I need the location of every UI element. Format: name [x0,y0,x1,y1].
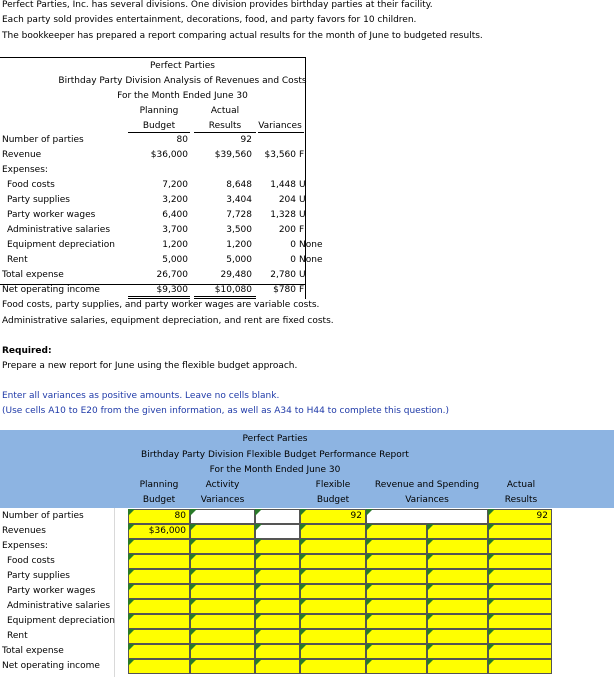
input-planning-depreciation[interactable] [128,614,190,629]
r1-variance-flag: F [299,150,305,160]
r1-row-label: Party supplies [7,195,70,205]
input-activity-wages[interactable] [190,584,255,599]
r2-row-label: Equipment depreciation [7,616,115,626]
report2-title: Perfect Parties [242,434,308,444]
input-actual-parties[interactable] [488,509,552,524]
r1-actual-value: 8,648 [226,180,252,190]
r2-row-label: Net operating income [2,661,100,671]
instruction-line-2: (Use cells A10 to E20 from the given information, as well as A34 to H44 to complete this question.) [2,406,449,416]
r1-variance-value: 0 [290,255,296,265]
r1-row-label: Rent [7,255,28,265]
r1-variance-flag: F [299,285,305,295]
input-revspend-flag-expenses[interactable] [427,539,488,554]
r1-underline-variances [258,132,304,133]
r1-header-results: Results [208,121,242,131]
r1-variance-value: 200 [278,225,296,235]
input-flexible-total[interactable] [300,644,366,659]
cell-value: 92 [536,511,548,521]
input-activity-depreciation[interactable] [190,614,255,629]
r1-budget-value: 3,700 [162,225,188,235]
r2-row-label: Expenses: [2,541,48,551]
report1-title: Perfect Parties [150,61,215,71]
input-actual-supplies[interactable] [488,569,552,584]
report1-top-border [0,57,305,58]
input-flexible-rent[interactable] [300,629,366,644]
r1-variance-flag: U [299,210,306,220]
input-actual-wages[interactable] [488,584,552,599]
input-revspend-food[interactable] [366,554,427,569]
r1-budget-value: 1,200 [162,240,188,250]
r1-header-budget: Budget [142,121,176,131]
r1-double-underline [194,296,256,297]
input-activity-rent[interactable] [190,629,255,644]
input-planning-revenues[interactable] [128,524,190,539]
r1-header-actual: Actual [210,106,240,116]
r1-actual-value: 92 [240,135,252,145]
r1-actual-value: 7,728 [226,210,252,220]
input-revspend-revenues[interactable] [366,524,427,539]
r1-variance-value: $3,560 [264,150,296,160]
report2-subtitle: Birthday Party Division Flexible Budget Performance Report [141,450,409,460]
r1-row-label: Equipment depreciation [7,240,115,250]
r2-header-activity-variances: Variances [200,495,245,505]
report2-period: For the Month Ended June 30 [209,465,341,475]
r1-row-label: Revenue [2,150,42,160]
r2-header-planning-budget: Budget [142,495,176,505]
r1-budget-value: 26,700 [156,270,188,280]
r2-header-revspend-variances: Variances [405,495,449,505]
input-revspend-flag-admin[interactable] [427,599,488,614]
input-activity-flag-expenses[interactable] [255,539,300,554]
input-revspend-parties[interactable] [366,509,488,524]
input-activity-revenues[interactable] [190,524,255,539]
input-planning-rent[interactable] [128,629,190,644]
input-revspend-flag-revenues[interactable] [427,524,488,539]
input-planning-expenses[interactable] [128,539,190,554]
r1-row-label: Administrative salaries [7,225,111,235]
input-blank-parties[interactable] [255,509,300,524]
r2-header-revspend: Revenue and Spending [374,480,480,490]
input-flexible-supplies[interactable] [300,569,366,584]
input-planning-total[interactable] [128,644,190,659]
input-revspend-flag-noi[interactable] [427,659,488,674]
r1-header-planning: Planning [139,106,179,116]
r1-header-variances: Variances [258,121,302,131]
r2-row-label: Revenues [2,526,46,536]
r1-underline-results [194,132,256,133]
r1-row-label: Party worker wages [7,210,96,220]
r1-row-label: Number of parties [2,135,84,145]
intro-line-1: Perfect Parties, Inc. has several divisions. One division provides birthday parties at their facility. [2,0,433,10]
input-planning-wages[interactable] [128,584,190,599]
required-heading: Required: [2,346,52,356]
input-activity-flag-wages[interactable] [255,584,300,599]
report1-subtitle: Birthday Party Division Analysis of Revenues and Costs [58,76,307,86]
note-fixed-costs: Administrative salaries, equipment depreciation, and rent are fixed costs. [2,316,334,326]
input-activity-supplies[interactable] [190,569,255,584]
r1-actual-value: 29,480 [220,270,252,280]
input-revspend-flag-total[interactable] [427,644,488,659]
r1-budget-value: 6,400 [162,210,188,220]
input-flexible-noi[interactable] [300,659,366,674]
r1-actual-value: $39,560 [214,150,252,160]
r1-actual-value: 5,000 [226,255,252,265]
r1-double-underline [194,298,256,299]
input-revspend-flag-depreciation[interactable] [427,614,488,629]
input-activity-total[interactable] [190,644,255,659]
input-flexible-admin[interactable] [300,599,366,614]
grid-line [114,508,115,677]
input-actual-food[interactable] [488,554,552,569]
r1-row-label: Total expense [2,270,64,280]
r1-budget-value: $36,000 [150,150,188,160]
input-actual-depreciation[interactable] [488,614,552,629]
r2-header-flexible-budget: Budget [316,495,350,505]
r1-variance-flag: U [299,180,306,190]
input-revspend-rent[interactable] [366,629,427,644]
input-planning-noi[interactable] [128,659,190,674]
r2-header-planning: Planning [139,480,179,490]
input-actual-total[interactable] [488,644,552,659]
r1-variance-value: 2,780 [270,270,296,280]
input-flexible-food[interactable] [300,554,366,569]
r2-header-actual: Actual [506,480,536,490]
r1-double-underline [128,296,190,297]
input-activity-flag-food[interactable] [255,554,300,569]
cell-value: 80 [174,511,186,521]
r1-budget-value: 80 [176,135,188,145]
r1-variance-flag: U [299,270,306,280]
r1-variance-value: 1,328 [270,210,296,220]
r1-double-underline [128,298,190,299]
input-revspend-admin[interactable] [366,599,427,614]
input-actual-expenses[interactable] [488,539,552,554]
input-planning-food[interactable] [128,554,190,569]
r1-row-label: Food costs [7,180,55,190]
input-revspend-noi[interactable] [366,659,427,674]
input-activity-flag-admin[interactable] [255,599,300,614]
input-revspend-flag-supplies[interactable] [427,569,488,584]
r1-variance-flag: None [299,255,323,265]
note-variable-costs: Food costs, party supplies, and party worker wages are variable costs. [2,300,320,310]
r1-variance-flag: F [299,225,305,235]
input-flexible-parties[interactable] [300,509,366,524]
r1-variance-value: 1,448 [270,180,296,190]
r1-row-label: Net operating income [2,285,100,295]
r2-header-actual-results: Results [504,495,538,505]
r2-row-label: Rent [7,631,28,641]
input-planning-parties[interactable] [128,509,190,524]
input-actual-noi[interactable] [488,659,552,674]
input-activity-flag-total[interactable] [255,644,300,659]
cell-value: 92 [350,511,362,521]
cell-value: $36,000 [148,526,186,536]
input-revspend-flag-rent[interactable] [427,629,488,644]
r1-budget-value: 7,200 [162,180,188,190]
r2-row-label: Total expense [2,646,64,656]
input-flexible-expenses[interactable] [300,539,366,554]
input-flexible-depreciation[interactable] [300,614,366,629]
r1-underline-budget [128,132,190,133]
input-activity-flag-rent[interactable] [255,629,300,644]
input-planning-supplies[interactable] [128,569,190,584]
input-activity-expenses[interactable] [190,539,255,554]
r2-row-label: Party supplies [7,571,70,581]
input-actual-rent[interactable] [488,629,552,644]
r1-actual-value: 1,200 [226,240,252,250]
r1-variance-value: $780 [273,285,296,295]
r1-row-label: Expenses: [2,165,48,175]
r2-header-activity: Activity [205,480,240,490]
r1-variance-value: 204 [278,195,296,205]
r2-row-label: Administrative salaries [7,601,111,611]
input-activity-admin[interactable] [190,599,255,614]
r1-variance-value: 0 [290,240,296,250]
required-text: Prepare a new report for June using the flexible budget approach. [2,361,298,371]
r2-row-label: Food costs [7,556,55,566]
input-revspend-flag-wages[interactable] [427,584,488,599]
intro-line-2: Each party sold provides entertainment, decorations, food, and party favors for 10 children. [2,15,417,25]
instruction-line-1: Enter all variances as positive amounts. Leave no cells blank. [2,391,280,401]
input-revspend-total[interactable] [366,644,427,659]
r1-variance-flag: U [299,195,306,205]
input-revspend-flag-food[interactable] [427,554,488,569]
input-activity-noi[interactable] [190,659,255,674]
input-planning-admin[interactable] [128,599,190,614]
input-activity-flag-depreciation[interactable] [255,614,300,629]
r2-header-flexible: Flexible [315,480,351,490]
input-activity-parties[interactable] [190,509,255,524]
input-revspend-supplies[interactable] [366,569,427,584]
input-flexible-revenues[interactable] [300,524,366,539]
r1-actual-value: $10,080 [214,285,252,295]
report1-period: For the Month Ended June 30 [117,91,248,101]
r1-budget-value: 5,000 [162,255,188,265]
r2-row-label: Party worker wages [7,586,96,596]
input-activity-food[interactable] [190,554,255,569]
input-actual-revenues[interactable] [488,524,552,539]
r1-actual-value: 3,500 [226,225,252,235]
input-revspend-depreciation[interactable] [366,614,427,629]
r1-variance-flag: None [299,240,323,250]
input-activity-flag-revenues[interactable] [255,524,300,539]
r1-budget-value: 3,200 [162,195,188,205]
r1-actual-value: 3,404 [226,195,252,205]
input-revspend-wages[interactable] [366,584,427,599]
r2-row-label: Number of parties [2,511,84,521]
input-flexible-wages[interactable] [300,584,366,599]
input-revspend-expenses[interactable] [366,539,427,554]
r1-budget-value: $9,300 [156,285,188,295]
input-activity-flag-noi[interactable] [255,659,300,674]
input-actual-admin[interactable] [488,599,552,614]
intro-line-3: The bookkeeper has prepared a report comparing actual results for the month of June to budgeted results. [2,31,483,41]
input-activity-flag-supplies[interactable] [255,569,300,584]
